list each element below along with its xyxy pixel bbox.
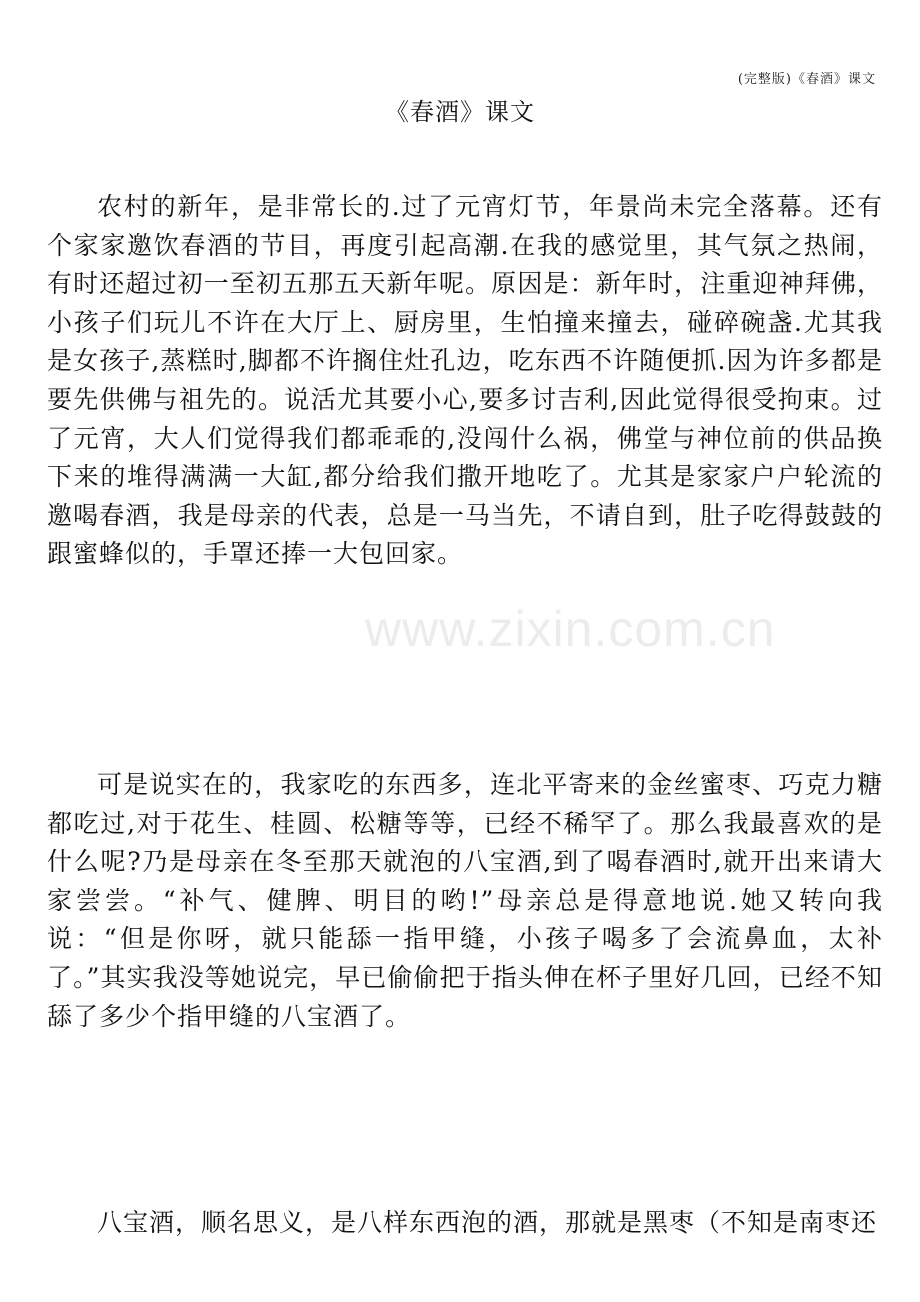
- paragraph-3: 八宝酒，顺名思义，是八样东西泡的酒，那就是黑枣（不知是南枣还: [97, 1208, 878, 1237]
- paragraph-2: 可是说实在的，我家吃的东西多，连北平寄来的金丝蜜枣、巧克力糖都吃过,对于花生、桂圆、松糖等等，已经不稀罕了。那么我最喜欢的是什么呢?乃是母亲在冬至那天就泡的八宝酒,到了喝春酒时,就开出来请大家尝尝。“补气、健脾、明目的哟!”母亲总是得意地说.她又转向我说：“但是你呀，就只能舔一指甲缝，小孩子喝多了会流鼻血，太补了。”其实我没等她说完，早已偷偷把于指头伸在杯子里好几回，已经不知舔了多少个指甲缝的八宝酒了。: [47, 770, 883, 1031]
- page-title: 《春酒》课文: [385, 98, 535, 126]
- paragraph-1: 农村的新年，是非常长的.过了元宵灯节，年景尚未完全落幕。还有个家家邀饮春酒的节目，再度引起高潮.在我的感觉里，其气氛之热闹，有时还超过初一至初五那五天新年呢。原因是：新年时，注重迎神拜佛，小孩子们玩儿不许在大厅上、厨房里，生怕撞来撞去，碰碎碗盏.尤其我是女孩子,蒸糕时,脚都不许搁住灶孔边，吃东西不许随便抓.因为许多都是要先供佛与祖先的。说活尤其要小心,要多讨吉利,因此觉得很受拘束。过了元宵，大人们觉得我们都乖乖的,没闯什么祸，佛堂与神位前的供品换下来的堆得满满一大缸,都分给我们撒开地吃了。尤其是家家户户轮流的邀喝春酒，我是母亲的代表，总是一马当先，不请自到，肚子吃得鼓鼓的跟蜜蜂似的，手罩还捧一大包回家。: [47, 192, 883, 569]
- running-header: (完整版)《春酒》课文: [737, 72, 876, 87]
- watermark: www.zixin.com.cn: [365, 601, 776, 657]
